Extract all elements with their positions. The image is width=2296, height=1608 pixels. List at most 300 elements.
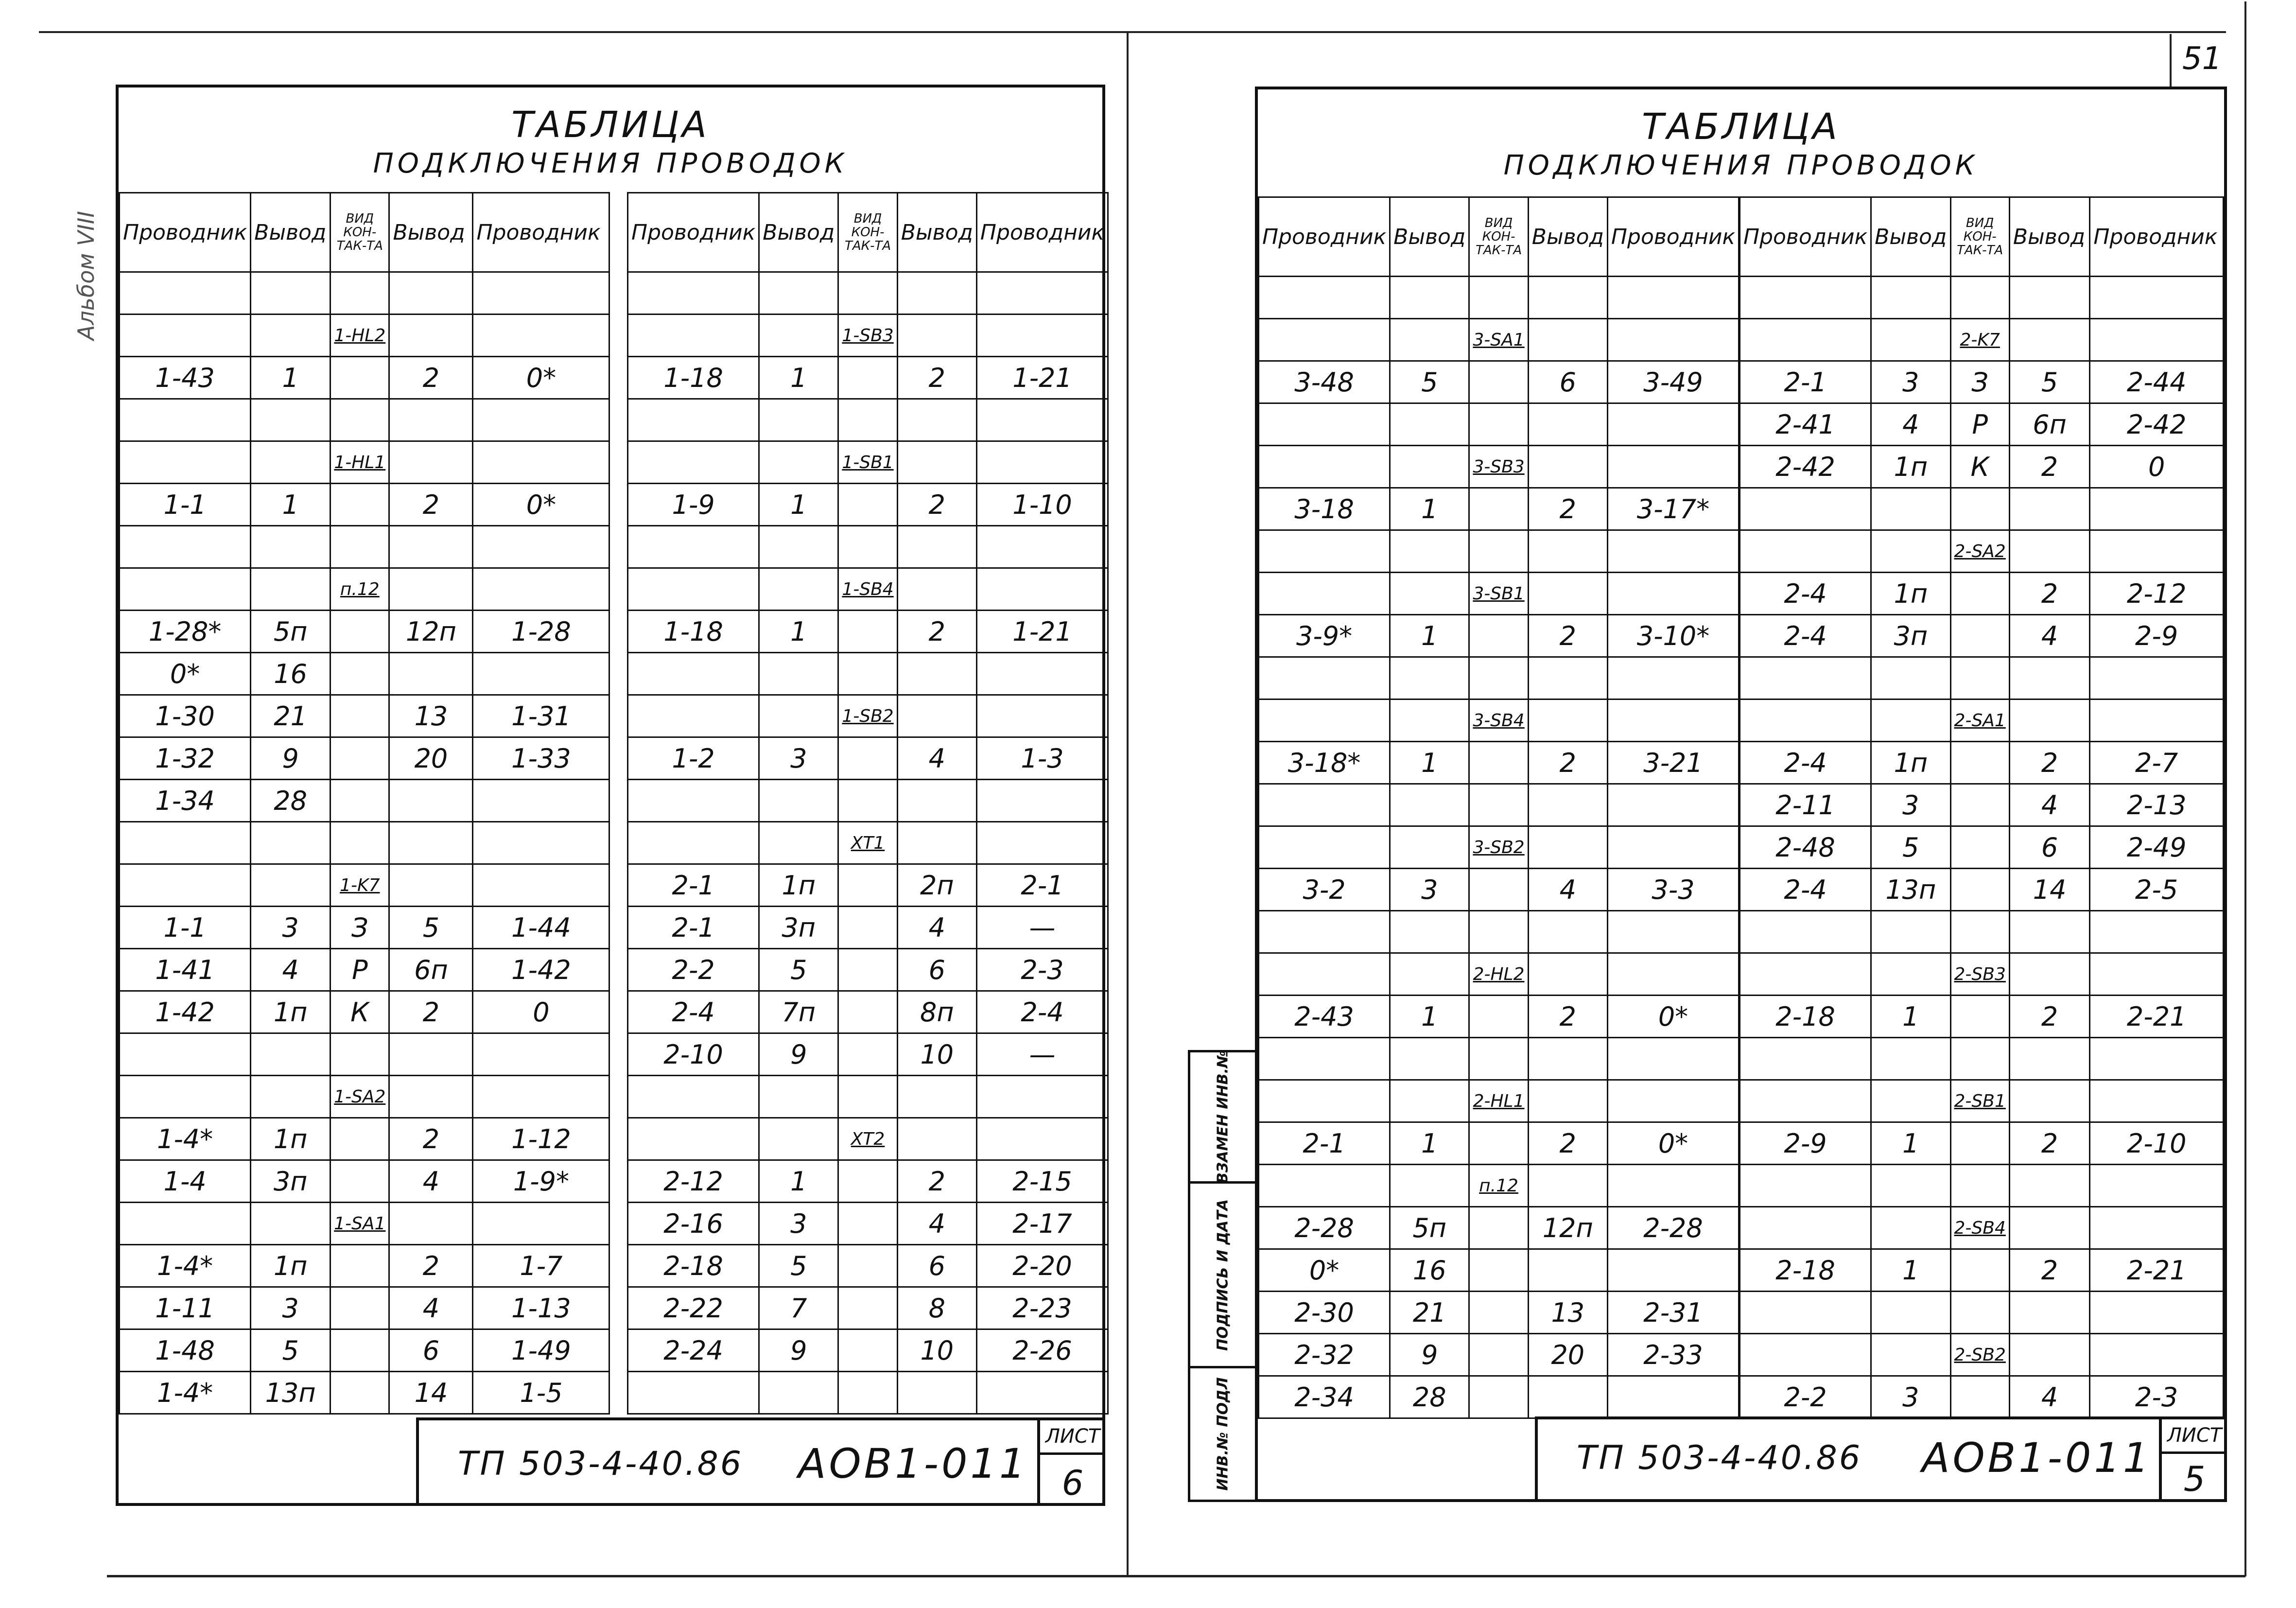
table-cell [473,780,609,822]
table-cell: 1-33 [473,737,609,780]
table-cell: 2 [897,484,976,526]
table-row [1259,1292,1739,1334]
table-cell [1607,277,1739,319]
table-cell: 1-43 [120,357,251,399]
table-cell: 2-22 [628,1287,759,1329]
table-cell [1871,277,1950,319]
table-cell: 1п [1871,742,1950,784]
table-cell [120,1033,251,1076]
table-cell [473,1203,609,1245]
table-cell [1259,657,1390,699]
table-row [1740,1038,2224,1080]
table-cell [1871,530,1950,573]
table-cell [1740,1292,1871,1334]
table-cell [389,441,473,484]
table-cell: 1 [1390,488,1469,530]
table-cell [759,399,838,441]
table-cell [389,399,473,441]
table-row [1740,277,2224,319]
table-cell: 1-31 [473,695,609,737]
contact-type-cell: К [1950,446,2009,488]
page-number-divider [2170,34,2172,92]
side-cell-signature [1190,1184,1255,1368]
table-cell [1528,446,1607,488]
table-row [628,991,1108,1033]
table-cell: 2-15 [976,1160,1108,1203]
column-header: Проводник [628,193,759,272]
contact-type-cell [330,1160,389,1203]
table-cell: 3-17* [1607,488,1739,530]
column-header: Вывод [2009,197,2089,277]
table-cell [251,399,330,441]
table-row [120,1118,609,1160]
sheet-right-title-stamp [1535,1416,2227,1502]
table-cell [976,695,1108,737]
contact-type-cell [1469,615,1528,657]
table-cell: 1п [251,1118,330,1160]
table-row [628,1203,1108,1245]
table-row [120,1160,609,1203]
table-cell [976,822,1108,864]
table-row [120,1076,609,1118]
table-row [120,357,609,399]
table-cell: 1п [1871,446,1950,488]
table-cell: 0 [473,991,609,1033]
table-row [1740,657,2224,699]
table-cell [628,1076,759,1118]
table-cell [389,526,473,568]
table-cell [1607,573,1739,615]
table-row [1740,488,2224,530]
contact-type-cell [330,1118,389,1160]
contact-type-cell [838,1287,897,1329]
table-cell [897,399,976,441]
table-row [1259,1207,1739,1249]
table-cell [251,1033,330,1076]
table-cell [120,1076,251,1118]
right-trim-line [2244,1,2246,1576]
table-cell: 4 [389,1160,473,1203]
table-cell: 2-21 [2090,996,2224,1038]
table-row [120,1329,609,1372]
contact-type-cell: 2-HL1 [1469,1080,1528,1122]
table-cell: 2 [2009,446,2089,488]
table-cell [120,399,251,441]
contact-type-cell [330,1287,389,1329]
contact-type-cell [1469,361,1528,403]
table-cell [1607,784,1739,826]
contact-type-cell: 1-SB4 [838,568,897,611]
table-cell [2009,699,2089,742]
contact-type-cell [1469,1334,1528,1376]
table-cell [976,780,1108,822]
column-header: Проводник [120,193,251,272]
table-cell [251,526,330,568]
table-cell: 1-11 [120,1287,251,1329]
table-cell: 2 [389,357,473,399]
contact-type-cell [1469,742,1528,784]
contact-type-cell [330,695,389,737]
table-cell: 1-18 [628,611,759,653]
table-cell: 2 [1528,615,1607,657]
contact-type-cell [1469,784,1528,826]
table-cell: 3-9* [1259,615,1390,657]
table-cell [1607,657,1739,699]
contact-type-cell: 1-SB2 [838,695,897,737]
table-cell: 6п [2009,403,2089,446]
table-cell: 4 [1528,869,1607,911]
table-cell: 13 [1528,1292,1607,1334]
table-cell: 7 [759,1287,838,1329]
table-cell: 1-42 [120,991,251,1033]
sheet-right [1255,87,2227,1502]
column-header: Проводник [1740,197,1871,277]
column-header: ВИД КОН-ТАК-ТА [838,193,897,272]
table-cell: 2 [389,991,473,1033]
table-cell [1390,657,1469,699]
table-cell [1528,403,1607,446]
contact-type-cell [330,357,389,399]
table-cell: 2 [389,1245,473,1287]
table-row [628,1287,1108,1329]
column-header: Вывод [389,193,473,272]
table-cell: 14 [2009,869,2089,911]
table-cell [2090,319,2224,361]
table-cell: 0* [120,653,251,695]
column-header: Проводник [2090,197,2224,277]
table-cell: 9 [251,737,330,780]
table-row [1259,1249,1739,1292]
table-cell: 5 [759,949,838,991]
table-row [1740,826,2224,869]
table-cell: 2-9 [1740,1122,1871,1165]
table-cell: 3 [759,737,838,780]
table-row [1259,488,1739,530]
table-cell [759,441,838,484]
table-cell: 2-31 [1607,1292,1739,1334]
table-row [1740,1376,2224,1418]
table-cell: 3-10* [1607,615,1739,657]
table-cell: 0* [1259,1249,1390,1292]
table-cell: 2-4 [1740,573,1871,615]
contact-type-cell: 3-SA1 [1469,319,1528,361]
table-cell [1740,657,1871,699]
table-cell: 2-49 [2090,826,2224,869]
table-cell: 2 [1528,1122,1607,1165]
column-header: Вывод [759,193,838,272]
table-cell [1871,1080,1950,1122]
table-cell: 2-24 [628,1329,759,1372]
table-cell [2090,1080,2224,1122]
contact-type-cell [330,822,389,864]
contact-type-cell: 2-SA2 [1950,530,2009,573]
table-cell: 16 [251,653,330,695]
table-cell [759,822,838,864]
table-cell: 8 [897,1287,976,1329]
table-row [1740,361,2224,403]
contact-type-cell: Р [330,949,389,991]
table-cell: 2-28 [1607,1207,1739,1249]
contact-type-cell [838,484,897,526]
table-cell [759,695,838,737]
contact-type-cell: З [1950,361,2009,403]
table-cell [473,526,609,568]
table-cell [1390,784,1469,826]
table-row [628,695,1108,737]
contact-type-cell [1469,1376,1528,1418]
table-cell: 0* [473,357,609,399]
table-row [1259,699,1739,742]
table-cell [2090,1292,2224,1334]
contact-type-cell [838,272,897,315]
table-cell [1607,1165,1739,1207]
table-cell [473,653,609,695]
table-cell [251,1076,330,1118]
table-cell [1607,319,1739,361]
table-cell: 2-4 [1740,615,1871,657]
table-cell: 2 [2009,742,2089,784]
table-row [1259,996,1739,1038]
table-cell [976,399,1108,441]
table-cell: 10 [897,1329,976,1372]
table-cell: 1 [251,357,330,399]
table-cell [897,695,976,737]
contact-type-cell: 1-SB3 [838,315,897,357]
table-cell [2009,1165,2089,1207]
table-cell [1259,699,1390,742]
table-cell [1259,953,1390,996]
table-cell [2009,277,2089,319]
table-cell [1528,911,1607,953]
table-row [120,399,609,441]
table-cell: 6 [2009,826,2089,869]
table-cell [1259,277,1390,319]
table-cell [628,822,759,864]
contact-type-cell [1469,1038,1528,1080]
table-cell [2090,953,2224,996]
table-cell [251,1203,330,1245]
table-cell: 2 [2009,1249,2089,1292]
table-cell [473,272,609,315]
table-cell: 3 [1871,361,1950,403]
table-cell [1390,1038,1469,1080]
column-header: Проводник [976,193,1108,272]
table-cell [1607,1249,1739,1292]
table-row [1259,615,1739,657]
table-cell: 14 [389,1372,473,1414]
table-cell [759,1076,838,1118]
table-cell: 5п [251,611,330,653]
contact-type-cell [330,272,389,315]
table-cell: 5 [1390,361,1469,403]
table-cell [1740,1207,1871,1249]
table-cell [1740,530,1871,573]
table-row [120,1203,609,1245]
table-cell: 2-21 [2090,1249,2224,1292]
table-cell [1607,911,1739,953]
column-header: Вывод [251,193,330,272]
contact-type-cell [838,864,897,907]
contact-type-cell: К [330,991,389,1033]
side-label: ПОДПИСЬ И ДАТА [1214,1199,1232,1351]
table-cell: 2 [389,1118,473,1160]
table-cell [976,1372,1108,1414]
sheet-right-title: ТАБЛИЦА [1642,106,1840,148]
table-cell [1390,446,1469,488]
sheet-right-title-block [1258,89,2224,201]
contact-type-cell: 1-K7 [330,864,389,907]
sheet-left-subtitle: ПОДКЛЮЧЕНИЯ ПРОВОДОК [373,148,848,179]
table-cell [759,1372,838,1414]
table-header-row [1740,197,2224,277]
table-cell: 1-9* [473,1160,609,1203]
contact-type-cell [1950,742,2009,784]
table-cell [120,526,251,568]
contact-type-cell [1950,784,2009,826]
table-cell: 0* [1607,1122,1739,1165]
contact-type-cell [1469,488,1528,530]
column-header: ВИД КОН-ТАК-ТА [330,193,389,272]
table-cell: 1 [759,611,838,653]
table-cell [251,822,330,864]
contact-type-cell: З [330,907,389,949]
contact-type-cell [1950,1122,2009,1165]
contact-type-cell [1469,996,1528,1038]
table-cell: 2-7 [2090,742,2224,784]
table-cell [897,1372,976,1414]
contact-type-cell [1950,1292,2009,1334]
table-cell: 2-42 [1740,446,1871,488]
table-row [1740,911,2224,953]
sheet-left-title: ТАБЛИЦА [511,104,710,146]
contact-type-cell [1950,573,2009,615]
table-cell: 6 [389,1329,473,1372]
contact-type-cell: 3-SB1 [1469,573,1528,615]
table-cell: 2-43 [1259,996,1390,1038]
table-cell [2090,1207,2224,1249]
table-cell: — [976,907,1108,949]
table-row [628,611,1108,653]
table-cell: 2 [2009,1122,2089,1165]
table-cell: 2-26 [976,1329,1108,1372]
table-cell [2009,530,2089,573]
contact-type-cell [838,737,897,780]
table-cell [1390,319,1469,361]
table-cell [759,653,838,695]
table-row [120,991,609,1033]
table-row [120,737,609,780]
table-cell: 2-4 [1740,869,1871,911]
table-cell: 6п [389,949,473,991]
table-cell: 20 [1528,1334,1607,1376]
table-cell: 2-1 [1740,361,1871,403]
table-cell [1528,953,1607,996]
table-cell [1390,911,1469,953]
contact-type-cell: 1-HL1 [330,441,389,484]
table-cell: 28 [1390,1376,1469,1418]
table-cell: 2-10 [2090,1122,2224,1165]
contact-type-cell [1950,1376,2009,1418]
table-cell: 3п [1871,615,1950,657]
sheet-number-box [1037,1420,1105,1506]
table-row [1740,573,2224,615]
document-code: ТП 503-4-40.86 [458,1445,744,1483]
table-row [1259,1080,1739,1122]
table-cell: 2-32 [1259,1334,1390,1376]
contact-type-cell [838,653,897,695]
table-cell: 4 [897,907,976,949]
bottom-trim-line [107,1575,2245,1577]
table-cell [1390,1080,1469,1122]
table-cell [976,441,1108,484]
table-cell: 6 [1528,361,1607,403]
table-cell [1607,1376,1739,1418]
table-cell [1259,826,1390,869]
table-cell: 4 [2009,784,2089,826]
table-cell [1871,1165,1950,1207]
table-cell: 1-4* [120,1245,251,1287]
table-cell: 1п [251,991,330,1033]
table-cell [1528,1249,1607,1292]
table-cell: 1 [759,357,838,399]
column-header: Проводник [1259,197,1390,277]
table-cell [1740,1334,1871,1376]
table-cell [2090,1038,2224,1080]
table-cell [628,780,759,822]
table-cell [2090,1165,2224,1207]
table-cell: 8п [897,991,976,1033]
table-cell: 2-9 [2090,615,2224,657]
table-cell: 1-12 [473,1118,609,1160]
sheet-left-title-stamp [416,1417,1105,1506]
table-cell [1528,1376,1607,1418]
contact-type-cell: 3-SB2 [1469,826,1528,869]
table-cell: 1-4 [120,1160,251,1203]
table-cell [1390,953,1469,996]
table-cell [473,1076,609,1118]
table-row [1259,1122,1739,1165]
contact-type-cell [1469,1292,1528,1334]
table-cell [2090,1334,2224,1376]
table-cell: 0* [473,484,609,526]
table-cell: 1п [1871,573,1950,615]
table-cell [628,526,759,568]
table-cell [1740,1080,1871,1122]
table-cell [1871,488,1950,530]
table-row [628,1076,1108,1118]
table-cell: 2 [389,484,473,526]
table-cell: 2-28 [1259,1207,1390,1249]
table-cell [976,526,1108,568]
table-cell [897,315,976,357]
side-cell-replacement [1190,1052,1255,1184]
table-cell: 5п [1390,1207,1469,1249]
contact-type-cell [1950,826,2009,869]
contact-type-cell [838,357,897,399]
table-cell: 0* [1607,996,1739,1038]
table-cell [1607,446,1739,488]
table-cell: 2-12 [2090,573,2224,615]
table-row [120,315,609,357]
contact-type-cell: 3-SB3 [1469,446,1528,488]
table-cell: 21 [251,695,330,737]
table-cell: 1-5 [473,1372,609,1414]
table-row [120,780,609,822]
drawing-number: АОВ1-011 [798,1440,1028,1487]
table-row [1740,446,2224,488]
table-cell [897,780,976,822]
table-cell: 4 [897,1203,976,1245]
